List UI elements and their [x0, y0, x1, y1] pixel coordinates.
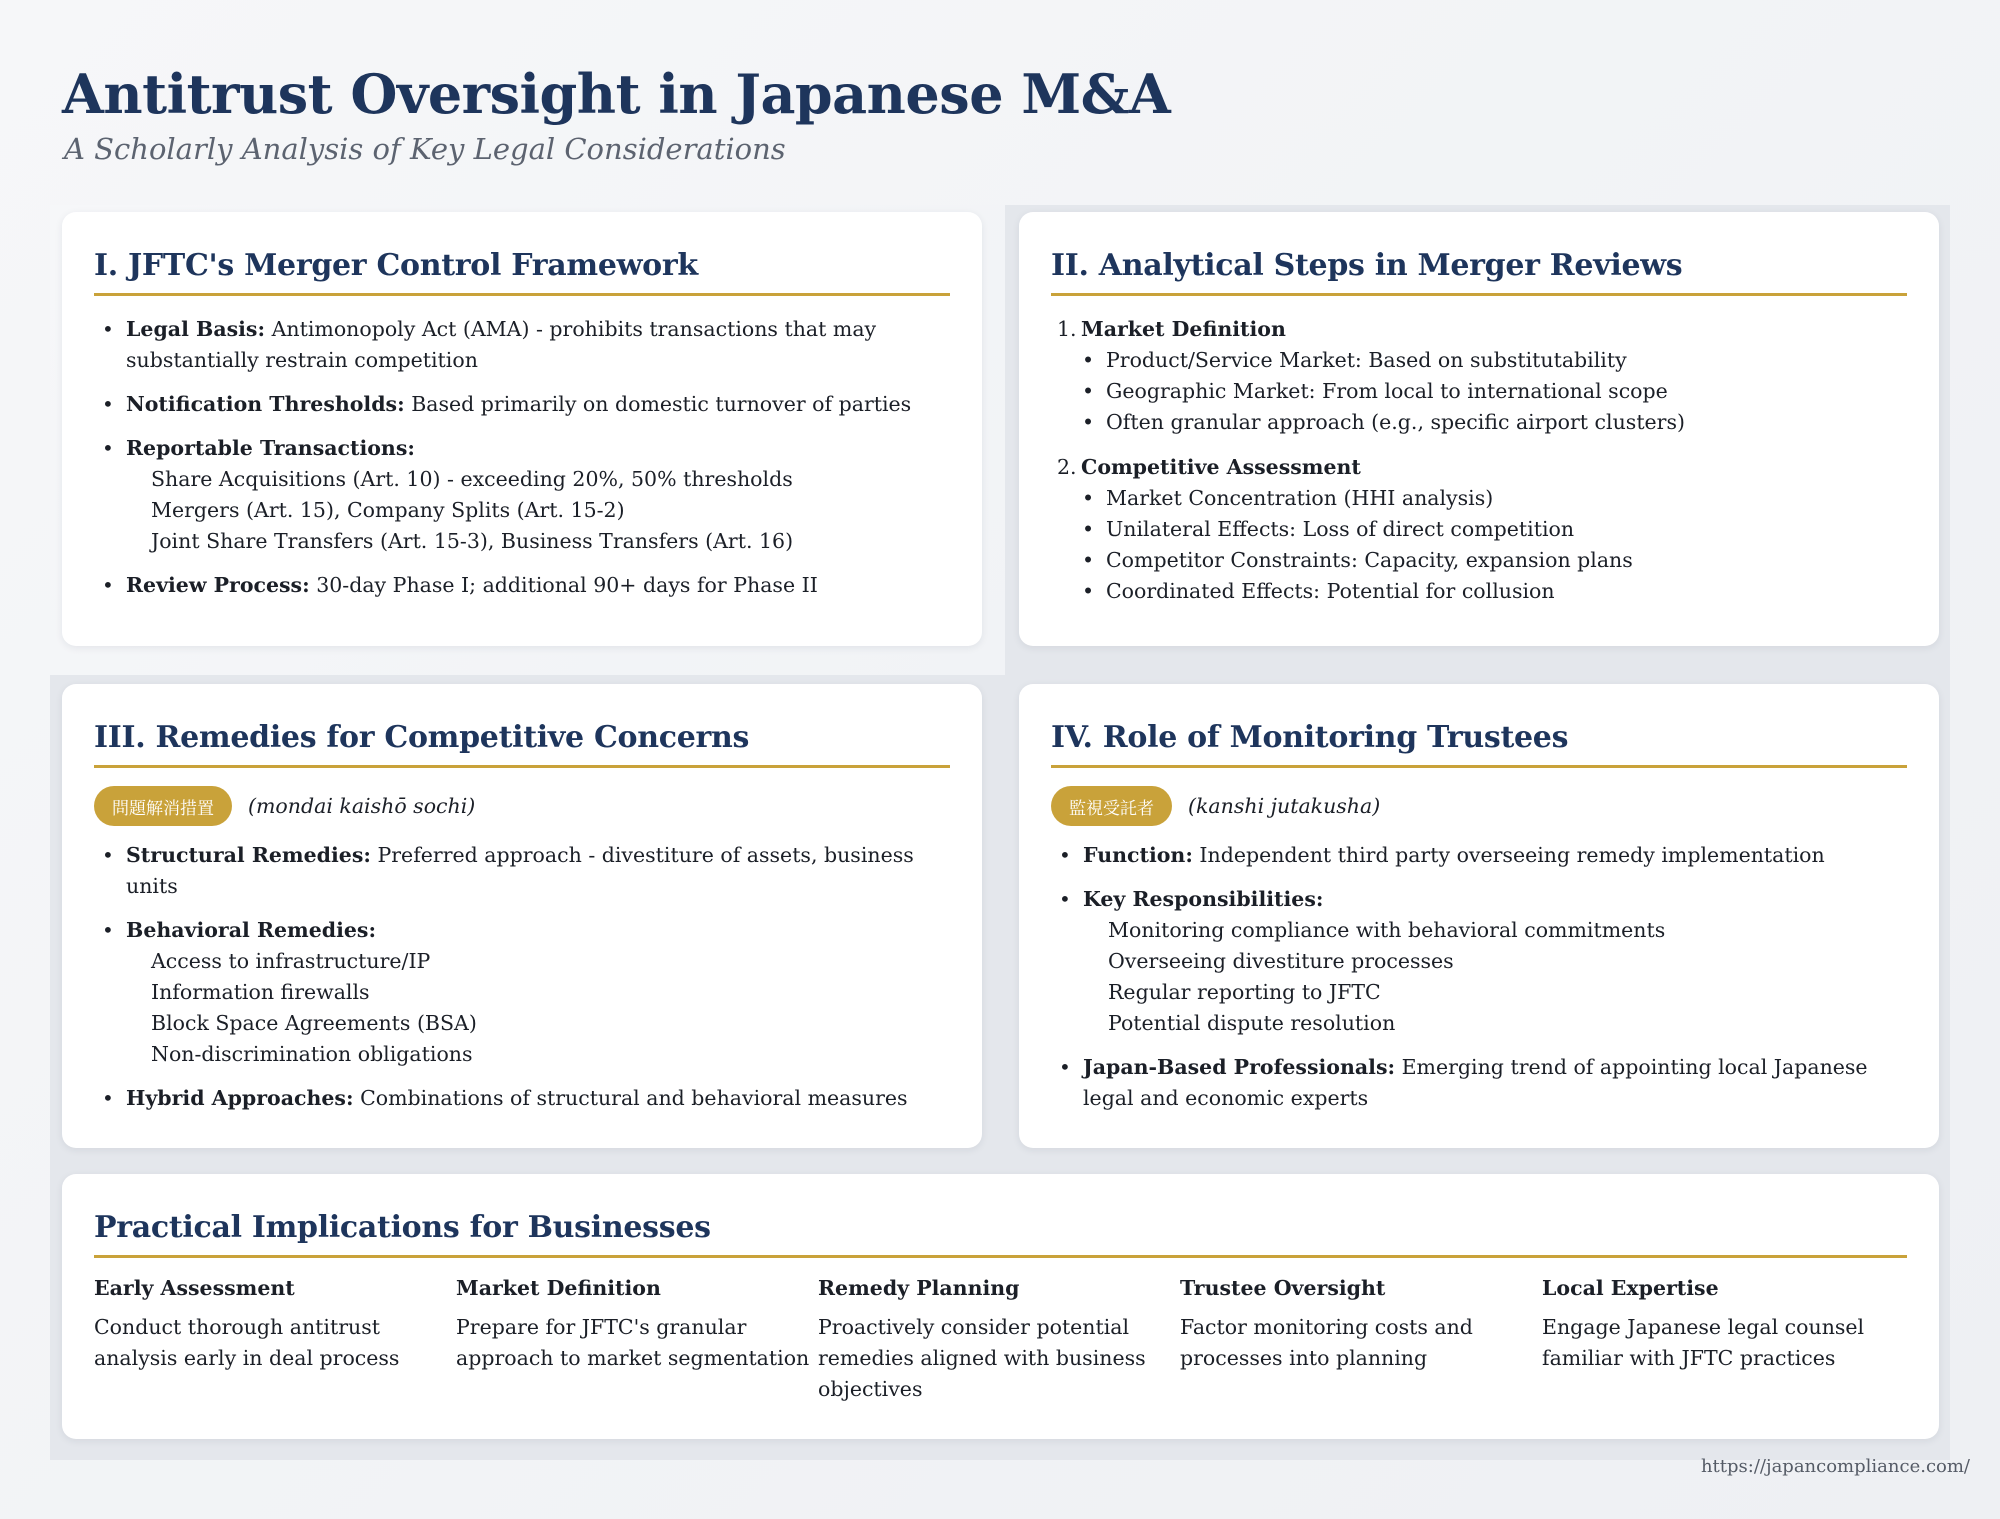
list-item: • Behavioral Remedies: Access to infrastructure/IP Information firewalls Block Space Agreements (BSA) Non-discrimination obligations — [126, 915, 950, 1070]
sub-item: Potential dispute resolution — [1108, 1011, 1396, 1035]
card-monitoring-trustees — [1019, 684, 1939, 1148]
sub-item: Information firewalls — [151, 980, 370, 1004]
card-merger-control-framework — [62, 212, 982, 646]
sub-item: Non-discrimination obligations — [151, 1042, 473, 1066]
section-heading: Practical Implications for Businesses — [94, 1174, 1907, 1258]
footer-url[interactable]: https://japancompliance.com/ — [1700, 1456, 1970, 1477]
sub-item: Share Acquisitions (Art. 10) - exceeding 20%, 50% thresholds — [151, 467, 793, 491]
sub-item: Regular reporting to JFTC — [1108, 980, 1381, 1004]
page-title: Antitrust Oversight in Japanese M&A — [62, 62, 1171, 126]
card-analytical-steps — [1019, 212, 1939, 646]
trustees-list — [1051, 840, 1907, 1114]
page-subtitle: A Scholarly Analysis of Key Legal Considerations — [64, 132, 786, 166]
list-item: • Key Responsibilities: Monitoring compliance with behavioral commitments Overseeing divestiture processes Regular reporting to JFTC Potential dispute resolution — [1083, 884, 1907, 1039]
list-item: • Market Concentration (HHI analysis) — [1106, 483, 1907, 514]
implication-column: Trustee Oversight Factor monitoring costs and processes into planning — [1180, 1276, 1473, 1370]
sub-item: Block Space Agreements (BSA) — [151, 1011, 477, 1035]
implications-columns — [94, 1276, 1907, 1405]
implication-column: Remedy Planning Proactively consider potential remedies aligned with business objectives — [818, 1276, 1146, 1401]
list-item: • Notification Thresholds: Based primarily on domestic turnover of parties — [126, 389, 950, 420]
list-item: • Hybrid Approaches: Combinations of structural and behavioral measures — [126, 1083, 950, 1114]
steps-list — [1051, 314, 1907, 607]
implication-column: Early Assessment Conduct thorough antitrust analysis early in deal process — [94, 1276, 400, 1370]
sub-item: Monitoring compliance with behavioral commitments — [1108, 918, 1666, 942]
list-item: • Structural Remedies: Preferred approach - divestiture of assets, business units — [126, 840, 950, 902]
list-item: • Japan-Based Professionals: Emerging trend of appointing local Japanese legal and economic experts — [1083, 1052, 1907, 1114]
framework-list — [94, 314, 950, 601]
sub-item: Mergers (Art. 15), Company Splits (Art. 15-2) — [151, 498, 625, 522]
sub-item: Access to infrastructure/IP — [151, 949, 431, 973]
section-heading: IV. Role of Monitoring Trustees — [1051, 684, 1907, 768]
section-heading: I. JFTC's Merger Control Framework — [94, 212, 950, 296]
list-item: • Coordinated Effects: Potential for collusion — [1106, 576, 1907, 607]
romaji-text: (mondai kaishō sochi) — [248, 794, 476, 818]
section-heading: III. Remedies for Competitive Concerns — [94, 684, 950, 768]
card-practical-implications — [62, 1174, 1939, 1439]
japanese-term-badge: 監視受託者 — [1051, 786, 1172, 826]
sub-item: Overseeing divestiture processes — [1108, 949, 1454, 973]
romaji-text: (kanshi jutakusha) — [1188, 794, 1381, 818]
section-heading: II. Analytical Steps in Merger Reviews — [1051, 212, 1907, 296]
list-item: • Reportable Transactions: Share Acquisitions (Art. 10) - exceeding 20%, 50% thresholds Mergers (Art. 15), Company Splits (Art. 15-2) Joint Share Transfers (Art. 15-3), Business Transfers (Art. 16) — [126, 433, 950, 557]
list-item: • Geographic Market: From local to international scope — [1106, 376, 1907, 407]
list-item: • Product/Service Market: Based on substitutability — [1106, 345, 1907, 376]
implication-column: Local Expertise Engage Japanese legal counsel familiar with JFTC practices — [1542, 1276, 1865, 1370]
remedies-list — [94, 840, 950, 1114]
implication-column: Market Definition Prepare for JFTC's granular approach to market segmentation — [456, 1276, 810, 1370]
card-remedies — [62, 684, 982, 1148]
term-row — [94, 786, 950, 826]
list-item: • Legal Basis: Antimonopoly Act (AMA) - prohibits transactions that may substantially restrain competition — [126, 314, 950, 376]
list-item: • Function: Independent third party overseeing remedy implementation — [1083, 840, 1907, 871]
japanese-term-badge: 問題解消措置 — [94, 786, 232, 826]
term-row — [1051, 786, 1907, 826]
list-item: • Unilateral Effects: Loss of direct competition — [1106, 514, 1907, 545]
list-item: • Review Process: 30-day Phase I; additional 90+ days for Phase II — [126, 570, 950, 601]
step-item: 1. Market Definition • Product/Service Market: Based on substitutability • Geographic Market: From local to international scope • Often granular approach (e.g., specific airport clusters) — [1081, 314, 1907, 438]
list-item: • Often granular approach (e.g., specific airport clusters) — [1106, 407, 1907, 438]
list-item: • Competitor Constraints: Capacity, expansion plans — [1106, 545, 1907, 576]
sub-item: Joint Share Transfers (Art. 15-3), Business Transfers (Art. 16) — [151, 529, 794, 553]
step-item: 2. Competitive Assessment • Market Concentration (HHI analysis) • Unilateral Effects: Loss of direct competition • Competitor Constraints: Capacity, expansion plans • Coordinated Effects: Potential for collusion — [1081, 452, 1907, 607]
